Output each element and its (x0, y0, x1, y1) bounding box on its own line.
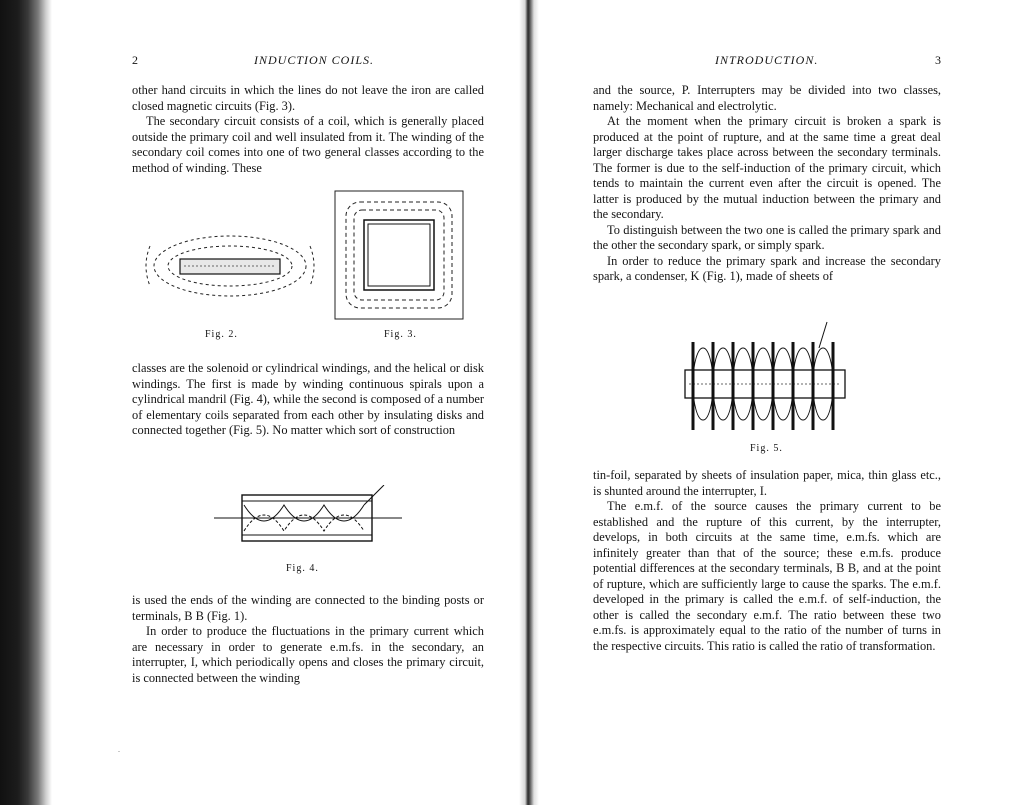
left-text-block-1 (132, 83, 484, 176)
right-running-head (593, 53, 941, 69)
left-running-head (132, 53, 484, 69)
left-text-block-3 (132, 593, 484, 686)
figure-3-caption: Fig. 3. (384, 329, 417, 340)
right-paragraph: tin-foil, separated by sheets of insulation paper, mica, thin glass etc., is shunted around the interrupter, I. (593, 468, 941, 498)
left-paragraph: is used the ends of the winding are connected to the binding posts or terminals, B B (Fig. 1). (132, 593, 484, 623)
figure-5-caption: Fig. 5. (750, 443, 783, 454)
right-page (593, 0, 941, 805)
left-paragraph: classes are the solenoid or cylindrical windings, and the helical or disk windings. The first is made by winding continuous spirals upon a cylindrical mandril (Fig. 4), while the second is composed of a number of elementary coils separated from each other by insulating disks and connected together (Fig. 5). No matter which sort of construction (132, 361, 485, 437)
left-page-number: 2 (132, 53, 138, 67)
left-running-title: INDUCTION COILS. (254, 53, 375, 67)
right-paragraph: The e.m.f. of the source causes the primary current to be established and the rupture of this current, by the interrupter, develops, in both circuits at the same time, e.m.fs. which are infinitely greater than that of the source; these e.m.fs. produce potential differences at the secondary terminals, B B, and at the point of rupture, which are sufficiently large to cause the sparks. The e.m.f. developed in the primary is called the e.m.f. of self-induction, the other is called the secondary e.m.f. The ratio between these two e.m.fs. is approximately equal to the ratio of the number of turns in the respective circuits. This ratio is called the ratio of transformation. (593, 499, 941, 653)
figure-5-disk-winding (681, 320, 851, 440)
figure-2-open-magnetic-circuit (140, 226, 320, 306)
right-running-title: INTRODUCTION. (715, 53, 819, 67)
left-text-block-2 (132, 361, 484, 439)
right-paragraph: To distinguish between the two one is called the primary spark and the other the secondary spark, or simply spark. (593, 222, 941, 252)
figure-3-closed-magnetic-circuit (334, 190, 464, 320)
right-paragraph: At the moment when the primary circuit is broken a spark is produced at the point of rupture, and at the same time a great deal larger discharge takes place across between the secondary terminals. The former is due to the self-induction of the primary circuit, which tends to maintain the current even after the circuit is opened. The latter is produced by the mutual induction between the primary and the secondary. (593, 114, 941, 221)
right-text-block-2 (593, 468, 941, 654)
right-text-block-1 (593, 83, 941, 285)
right-paragraph: and the source, P. Interrupters may be divided into two classes, namely: Mechanical and electrolytic. (593, 83, 941, 113)
left-page (132, 0, 484, 805)
figure-2-caption: Fig. 2. (205, 329, 238, 340)
figure-4-caption: Fig. 4. (286, 563, 319, 574)
left-paragraph: In order to produce the fluctuations in the primary current which are necessary in order to generate e.m.fs. in the secondary, an interrupter, I, which periodically opens and closes the primary circuit, is connected between the winding (132, 624, 484, 685)
scan-mark: . (118, 745, 120, 754)
right-paragraph: In order to reduce the primary spark and increase the secondary spark, a condenser, K (Fig. 1), made of sheets of (593, 253, 941, 283)
left-paragraph: The secondary circuit consists of a coil, which is generally placed outside the primary coil and well insulated from it. The winding of the secondary coil comes into one of two general classes according to the method of winding. These (132, 114, 484, 175)
right-page-number: 3 (935, 53, 941, 67)
book-gutter (519, 0, 539, 805)
book-edge-shadow (0, 0, 52, 805)
figure-4-cylindrical-winding (214, 485, 404, 555)
left-paragraph: other hand circuits in which the lines do not leave the iron are called closed magnetic circuits (Fig. 3). (132, 83, 484, 113)
